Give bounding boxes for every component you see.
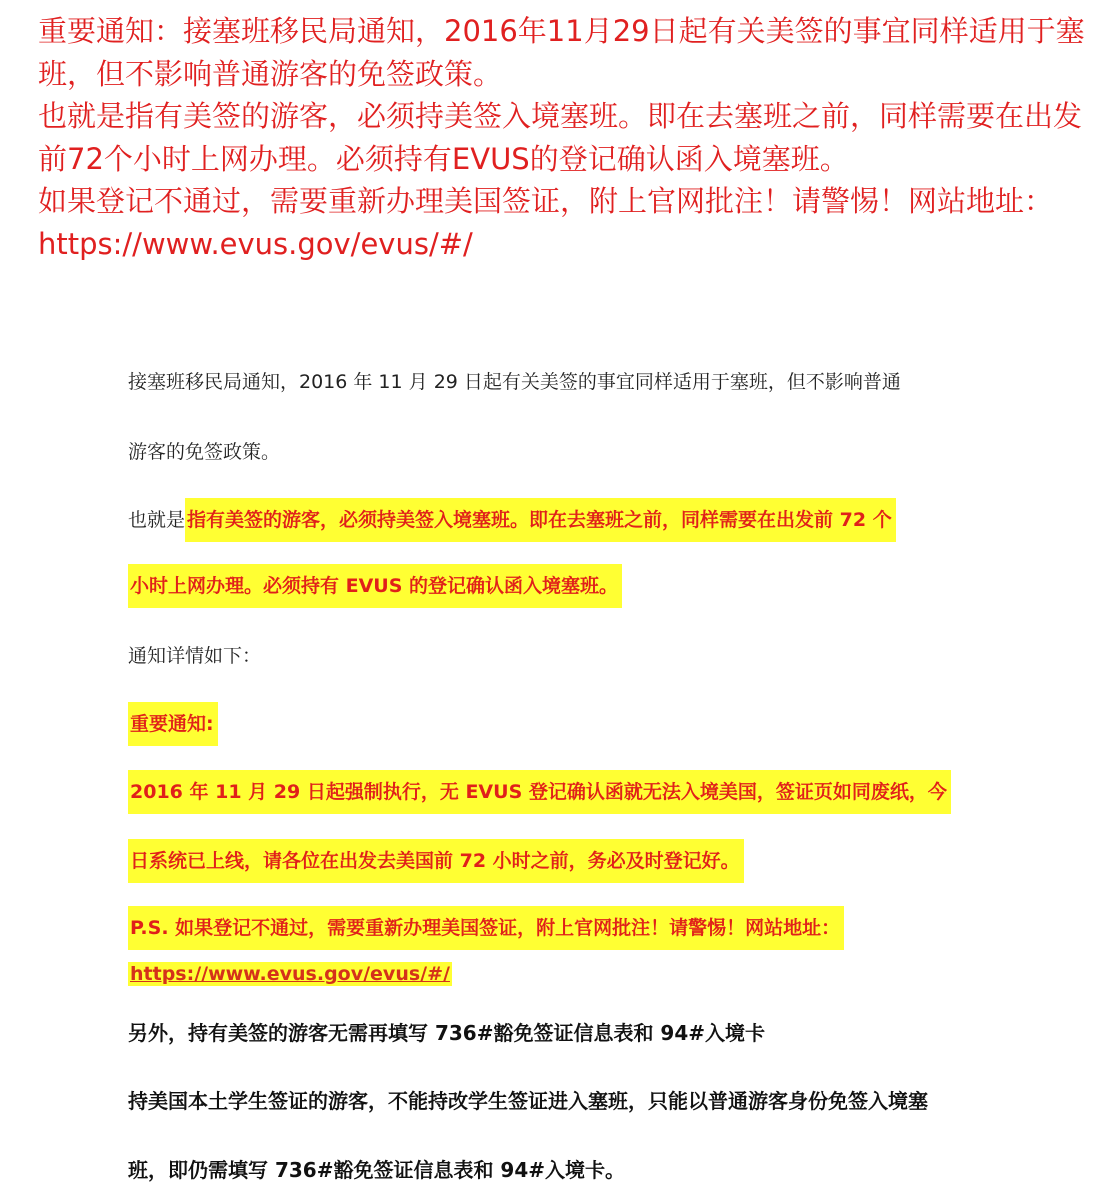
doc-line-4 [128,571,622,598]
intro-paragraph-1: 重要通知：接塞班移民局通知，2016年11月29日起有关美签的事宜同样适用于塞班，但不影响普通游客的免签政策。 [38,14,1085,91]
doc-line-11: 另外，持有美签的游客无需再填写 736#豁免签证信息表和 94#入境卡 [128,1021,766,1045]
doc-line-8 [128,846,744,873]
doc-line-13: 班，即仍需填写 736#豁免签证信息表和 94#入境卡。 [128,1158,626,1182]
doc-line-10 [128,963,452,985]
doc-line-1: 接塞班移民局通知，2016 年 11 月 29 日起有关美签的事宜同样适用于塞班，但不影响普通 [128,371,901,393]
evus-url-link[interactable]: https://www.evus.gov/evus/#/ [130,963,450,985]
doc-line-9 [128,913,844,940]
doc-line-6-highlight: 重要通知: [128,702,218,746]
doc-line-4-highlight: 小时上网办理。必须持有 EVUS 的登记确认函入境塞班。 [128,564,622,608]
doc-line-7-highlight: 2016 年 11 月 29 日起强制执行，无 EVUS 登记确认函就无法入境美国，签证页如同废纸，今 [128,770,951,814]
intro-paragraph-3: 如果登记不通过，需要重新办理美国签证，附上官网批注！请警惕！网站地址：https://www.evus.gov/evus/#/ [38,184,1054,261]
doc-line-3-highlight: 指有美签的游客，必须持美签入境塞班。即在去塞班之前，同样需要在出发前 72 个 [185,498,896,542]
doc-line-2: 游客的免签政策。 [128,441,281,463]
doc-line-8-highlight: 日系统已上线，请各位在出发去美国前 72 小时之前，务必及时登记好。 [128,839,744,883]
intro-notice [38,10,1088,265]
intro-paragraph-2: 也就是指有美签的游客，必须持美签入境塞班。即在去塞班之前，同样需要在出发前72个小时上网办理。必须持有EVUS的登记确认函入境塞班。 [38,99,1083,176]
doc-line-5: 通知详情如下： [128,645,262,667]
doc-line-9-highlight: P.S. 如果登记不通过，需要重新办理美国签证，附上官网批注！请警惕！网站地址： [128,906,844,950]
doc-line-7 [128,777,951,804]
doc-line-3 [128,505,896,532]
doc-line-3-prefix: 也就是 [128,509,186,531]
doc-line-12: 持美国本土学生签证的游客，不能持改学生签证进入塞班，只能以普通游客身份免签入境塞 [128,1089,928,1113]
document-screenshot [100,333,1075,1183]
doc-line-6 [128,709,218,736]
